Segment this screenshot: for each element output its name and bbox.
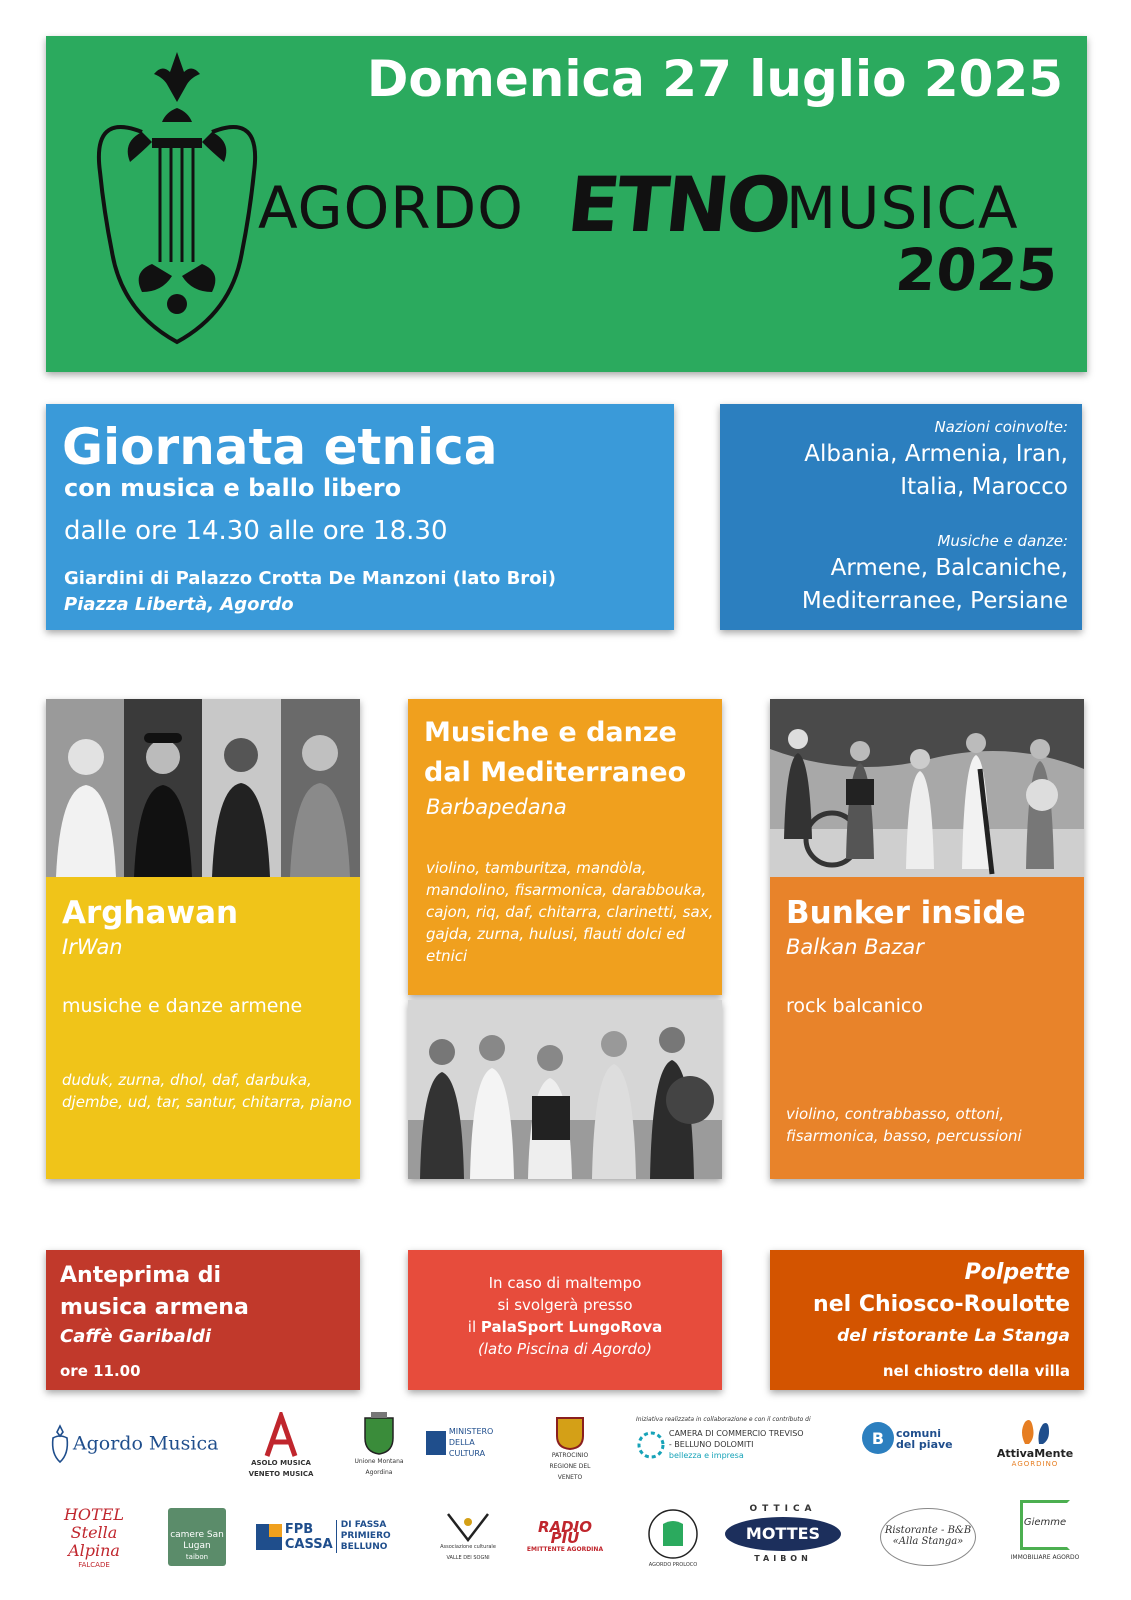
bunker-subtitle: Balkan Bazar xyxy=(786,935,924,959)
polpette-title: Polpette xyxy=(964,1260,1070,1285)
anteprima-title-line2: musica armena xyxy=(60,1295,249,1320)
bim-logo xyxy=(858,1420,962,1456)
barbapedana-photo-art xyxy=(408,1000,722,1179)
anteprima-time: ore 11.00 xyxy=(60,1362,141,1380)
giornata-title: Giornata etnica xyxy=(62,418,498,476)
cassa-icon xyxy=(256,1524,282,1550)
anteprima-place: Caffè Garibaldi xyxy=(60,1326,212,1347)
title-agordo: AGORDO xyxy=(258,174,524,242)
giornata-place: Giardini di Palazzo Crotta De Manzoni (lato Broi) xyxy=(64,568,556,589)
arghawan-instruments: duduk, zurna, dhol, daf, darbuka, djembe, ud, tar, santur, chitarra, piano xyxy=(62,1071,352,1111)
hand-footprint-icon xyxy=(1015,1414,1055,1448)
giornata-subtitle: con musica e ballo libero xyxy=(64,474,402,502)
polpette-box xyxy=(770,1250,1084,1390)
festival-year: 2025 xyxy=(892,236,1060,304)
musiche-label: Musiche e danze: xyxy=(937,532,1068,550)
mediterraneo-title: Musiche e danze dal Mediterraneo xyxy=(424,717,687,788)
giemme-logo xyxy=(1010,1500,1080,1563)
nazioni-box xyxy=(720,404,1082,630)
band-card-bunker xyxy=(770,699,1084,1179)
radio-piu-logo xyxy=(526,1518,604,1555)
valle-text: Associazione culturale VALLE DEI SOGNI xyxy=(440,1544,496,1561)
camere-san-lugan-logo xyxy=(168,1508,226,1566)
arghawan-photo xyxy=(46,699,360,877)
camera-name: CAMERA DI COMMERCIO TREVISO - BELLUNO DOLOMITI xyxy=(668,1429,804,1449)
attivamente-logo xyxy=(988,1414,1082,1470)
ottica-name: MOTTES xyxy=(725,1517,841,1551)
camere-text: camere San Lugan xyxy=(170,1530,224,1551)
polpette-location: nel chiostro della villa xyxy=(882,1362,1070,1380)
camera-note: Iniziativa realizzata in collaborazione e con il contributo di xyxy=(636,1416,811,1423)
alla-stanga-logo xyxy=(880,1508,976,1566)
camera-text xyxy=(669,1428,807,1461)
nazioni-label: Nazioni coinvolte: xyxy=(934,418,1068,436)
bunker-photo xyxy=(770,699,1084,877)
polpette-place: del ristorante La Stanga xyxy=(837,1326,1070,1346)
band-card-arghawan xyxy=(46,699,360,1179)
ottica-mottes-logo xyxy=(724,1504,842,1564)
event-date: Domenica 27 luglio 2025 xyxy=(366,50,1063,108)
camera-icon xyxy=(636,1430,666,1460)
hotel-sub: FALCADE xyxy=(78,1561,110,1569)
giornata-time: dalle ore 14.30 alle ore 18.30 xyxy=(64,516,448,546)
crest-icon xyxy=(361,1412,397,1456)
title-musica: MUSICA xyxy=(786,174,1019,242)
cassa-rurale-logo xyxy=(256,1520,410,1553)
unione-montana-text: Unione Montana Agordina xyxy=(354,1458,404,1476)
title-etno: ETNO xyxy=(563,160,793,249)
bunker-name: Bunker inside xyxy=(786,895,1026,931)
barbapedana-photo xyxy=(408,1000,722,1179)
giornata-box xyxy=(46,404,674,630)
camera-sub: bellezza e impresa xyxy=(668,1451,744,1460)
arghawan-genre: musiche e danze armene xyxy=(62,995,303,1017)
cassa-name: FPB CASSA xyxy=(284,1521,333,1552)
band-card-mediterraneo xyxy=(408,699,722,995)
maltempo-venue: PalaSport LungoRova xyxy=(480,1318,663,1336)
mediterraneo-subtitle: Barbapedana xyxy=(426,795,567,819)
maltempo-box xyxy=(408,1250,722,1390)
polpette-subtitle: nel Chiosco-Roulotte xyxy=(813,1292,1070,1317)
giemme-sub: IMMOBILIARE AGORDO xyxy=(1010,1554,1080,1561)
proloco-logo xyxy=(644,1508,702,1571)
giemme-text: Giemme xyxy=(1020,1500,1070,1550)
maltempo-line2: si svolgerà presso xyxy=(497,1296,633,1314)
header-banner xyxy=(46,36,1087,372)
bunker-genre: rock balcanico xyxy=(786,995,923,1017)
ottica-label: OTTICA xyxy=(749,1504,817,1514)
maltempo-line3 xyxy=(408,1316,722,1338)
proloco-icon xyxy=(647,1508,699,1560)
hotel-text: HOTEL Stella Alpina xyxy=(63,1505,125,1560)
musiche-value: Armene, Balcaniche, Mediterranee, Persiane xyxy=(801,555,1068,614)
arghawan-subtitle: IrWan xyxy=(62,935,123,959)
proloco-text: AGORDO PROLOCO xyxy=(648,1562,698,1568)
maltempo-line1: In caso di maltempo xyxy=(488,1274,642,1292)
bim-text: comuni del piave xyxy=(896,1427,953,1451)
lion-shield-icon xyxy=(555,1416,585,1450)
aiam-text: ASOLO MUSICA VENETO MUSICA xyxy=(248,1459,314,1478)
cassa-sub: DI FASSA PRIMIERO BELLUNO xyxy=(336,1520,402,1553)
patrocinio-logo xyxy=(538,1416,602,1483)
agordo-musica-text: Agordo Musica xyxy=(72,1432,219,1455)
anteprima-box xyxy=(46,1250,360,1390)
giornata-square: Piazza Libertà, Agordo xyxy=(64,594,294,615)
aiam-logo xyxy=(246,1412,316,1480)
attivamente-text: AttivaMente xyxy=(996,1447,1074,1460)
radio-sub: EMITTENTE AGORDINA xyxy=(526,1546,604,1553)
lyre-logo xyxy=(82,42,272,362)
radio-text: RADIO PIÙ xyxy=(538,1518,592,1547)
unione-montana-logo xyxy=(352,1412,406,1478)
ministero-text: MINISTERO DELLA CULTURA xyxy=(448,1427,494,1458)
arghawan-name: Arghawan xyxy=(62,895,239,931)
valley-icon xyxy=(446,1512,490,1542)
nazioni-value: Albania, Armenia, Iran, Italia, Marocco xyxy=(804,441,1068,500)
hotel-stella-alpina-logo xyxy=(52,1506,136,1571)
svg-text:B: B xyxy=(871,1429,885,1448)
aiam-a-icon xyxy=(261,1412,301,1458)
camere-sub: taibon xyxy=(185,1553,209,1561)
lyre-small-icon xyxy=(50,1424,70,1464)
anteprima-title xyxy=(60,1260,249,1324)
mediterraneo-instruments: violino, tamburitza, mandòla, mandolino, fisarmonica, darabbouka, cajon, riq, daf, chitarra, clarinetti, sax, gajda, zurna, hulusi, flauti dolci ed etnici xyxy=(426,859,714,965)
maltempo-text xyxy=(408,1272,722,1360)
mic-icon xyxy=(426,1431,446,1455)
stanga-text: Ristorante - B&B «Alla Stanga» xyxy=(884,1525,972,1547)
camera-commercio-logo xyxy=(636,1414,812,1461)
attivamente-sub: AGORDINO xyxy=(1011,1460,1059,1468)
maltempo-line4: (lato Piscina di Agordo) xyxy=(477,1340,653,1358)
agordo-musica-logo xyxy=(50,1424,230,1468)
anteprima-title-line1: Anteprima di xyxy=(60,1263,221,1288)
maltempo-line3-prefix: il xyxy=(467,1318,481,1336)
ministero-logo xyxy=(426,1426,506,1459)
bunker-instruments: violino, contrabbasso, ottoni, fisarmonica, basso, percussioni xyxy=(786,1105,1022,1145)
valle-dei-sogni-logo xyxy=(436,1512,500,1564)
ottica-sub: TAIBON xyxy=(754,1554,812,1563)
patrocinio-text: PATROCINIO REGIONE DEL VENETO xyxy=(549,1452,591,1481)
